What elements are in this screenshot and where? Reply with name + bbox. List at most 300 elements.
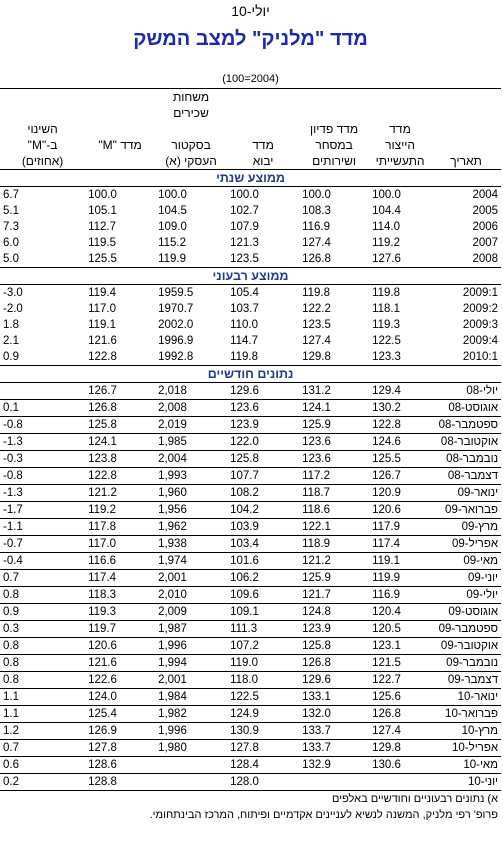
- cell-value: 108.3: [302, 205, 331, 217]
- cell-value: 120.9: [369, 485, 431, 502]
- cell-value: 127.8: [227, 740, 299, 757]
- cell-value: 104.5: [158, 205, 187, 217]
- cell-value: 119.8: [230, 351, 258, 363]
- cell-value: 105.1: [88, 205, 117, 217]
- industry-header-2: הייצור: [385, 138, 416, 152]
- cell-value: 6.7: [3, 189, 19, 201]
- table-row: [0, 655, 501, 672]
- cell-value: 0.7: [0, 570, 85, 587]
- cell-value: 100.0: [88, 189, 117, 201]
- table-row: [0, 689, 501, 706]
- row-date: נובמבר-09: [431, 655, 501, 672]
- cell-value: -1.7: [0, 502, 85, 519]
- cell-value: 2,008: [155, 400, 227, 417]
- cell-value: 117.0: [85, 536, 155, 553]
- industry-header-3: התעשייתי: [375, 154, 425, 168]
- cell-value: 0.2: [0, 774, 85, 791]
- cell-value: 125.5: [369, 451, 431, 468]
- row-date: פברואר-10: [431, 706, 501, 723]
- cell-value: 124.0: [85, 689, 155, 706]
- cell-value: 126.7: [85, 383, 155, 400]
- cell-value: 1,987: [155, 621, 227, 638]
- cell-value: 122.1: [299, 519, 369, 536]
- cell-value: 122.8: [85, 468, 155, 485]
- cell-value: [155, 757, 227, 774]
- cell-value: -0.8: [0, 417, 85, 434]
- jobs-header-2: שכירים: [173, 106, 209, 120]
- cell-value: 1,962: [155, 519, 227, 536]
- cell-value: 123.5: [302, 319, 331, 331]
- row-date: יוני-10: [431, 774, 501, 791]
- cell-value: 129.6: [299, 672, 369, 689]
- row-date: אוגוסט-08: [431, 400, 501, 417]
- cell-value: 2,001: [155, 570, 227, 587]
- table-row: [0, 219, 501, 235]
- cell-value: 106.2: [227, 570, 299, 587]
- table-row: [0, 570, 501, 587]
- row-date: 2005: [472, 205, 499, 217]
- row-date: 2008: [472, 253, 499, 265]
- cell-value: 129.8: [302, 351, 331, 363]
- table-row: [0, 235, 501, 251]
- cell-value: 2,004: [155, 451, 227, 468]
- table-row: [0, 604, 501, 621]
- cell-value: 130.2: [369, 400, 431, 417]
- row-date: ינואר-10: [431, 689, 501, 706]
- cell-value: 119.8: [372, 287, 400, 299]
- cell-value: 121.6: [85, 655, 155, 672]
- cell-value: 117.4: [369, 536, 431, 553]
- cell-value: 116.9: [302, 221, 330, 233]
- cell-value: 1,984: [155, 689, 227, 706]
- cell-value: 115.2: [158, 237, 186, 249]
- cell-value: 127.4: [302, 237, 331, 249]
- import-header-1: מדד: [252, 138, 274, 152]
- cell-value: 123.1: [369, 638, 431, 655]
- row-date: 2009:4: [462, 335, 499, 347]
- row-date: נובמבר-08: [431, 451, 501, 468]
- cell-value: 120.4: [369, 604, 431, 621]
- row-date: 2010:1: [462, 351, 499, 363]
- cell-value: 127.6: [372, 253, 401, 265]
- cell-value: 1,974: [155, 553, 227, 570]
- cell-value: 125.6: [369, 689, 431, 706]
- cell-value: 1,938: [155, 536, 227, 553]
- cell-value: 121.2: [85, 485, 155, 502]
- cell-value: 122.2: [302, 303, 331, 315]
- cell-value: 103.9: [227, 519, 299, 536]
- cell-value: 125.9: [299, 417, 369, 434]
- cell-value: 121.7: [299, 587, 369, 604]
- cell-value: 117.2: [299, 468, 369, 485]
- cell-value: 124.1: [299, 400, 369, 417]
- m-header: מדד "M": [98, 138, 142, 152]
- cell-value: 128.6: [85, 757, 155, 774]
- cell-value: 130.6: [369, 757, 431, 774]
- cell-value: 1,994: [155, 655, 227, 672]
- industry-header-1: מדד: [389, 122, 411, 136]
- cell-value: 0.9: [0, 604, 85, 621]
- table-row: [0, 203, 501, 219]
- cell-value: 1.2: [0, 723, 85, 740]
- cell-value: 0.9: [3, 351, 19, 363]
- row-date: 2004: [472, 189, 499, 201]
- change-header-2: ב-"M": [27, 138, 58, 152]
- cell-value: 116.9: [369, 587, 431, 604]
- table-row: [0, 774, 501, 791]
- cell-value: 126.8: [299, 655, 369, 672]
- cell-value: 6.0: [3, 237, 19, 249]
- cell-value: 119.7: [85, 621, 155, 638]
- footnotes: [0, 790, 501, 823]
- cell-value: 123.9: [227, 417, 299, 434]
- section-header-monthly: [0, 366, 501, 383]
- cell-value: 100.0: [302, 189, 331, 201]
- change-header-1: השינוי: [27, 122, 58, 136]
- import-header-2: יבוא: [252, 154, 274, 168]
- cell-value: 1,993: [155, 468, 227, 485]
- cell-value: 122.7: [369, 672, 431, 689]
- cell-value: 118.3: [85, 587, 155, 604]
- cell-value: 110.0: [230, 319, 258, 331]
- cell-value: 128.4: [227, 757, 299, 774]
- cell-value: 2,001: [155, 672, 227, 689]
- table-row: [0, 451, 501, 468]
- cell-value: 126.9: [85, 723, 155, 740]
- cell-value: 2,019: [155, 417, 227, 434]
- cell-value: 2,009: [155, 604, 227, 621]
- cell-value: 0.8: [0, 587, 85, 604]
- cell-value: 128.8: [85, 774, 155, 791]
- cell-value: 2.1: [3, 335, 19, 347]
- row-date: מרץ-10: [431, 723, 501, 740]
- row-date: 2009:1: [462, 287, 499, 299]
- cell-value: 112.7: [88, 221, 116, 233]
- cell-value: 114.0: [372, 221, 400, 233]
- table-row: [0, 638, 501, 655]
- cell-value: -0.7: [0, 536, 85, 553]
- cell-value: 120.6: [85, 638, 155, 655]
- cell-value: 2002.0: [158, 319, 194, 331]
- cell-value: 126.8: [302, 253, 331, 265]
- cell-value: 133.7: [299, 740, 369, 757]
- cell-value: 118.0: [227, 672, 299, 689]
- jobs-header-3: בסקטור: [171, 138, 211, 152]
- cell-value: 125.8: [227, 451, 299, 468]
- cell-value: 7.3: [3, 221, 19, 233]
- cell-value: -2.0: [3, 303, 23, 315]
- cell-value: 119.5: [88, 237, 116, 249]
- table-row: [0, 536, 501, 553]
- table-row: [0, 349, 501, 366]
- cell-value: 116.6: [85, 553, 155, 570]
- cell-value: 128.0: [227, 774, 299, 791]
- table-row: [0, 672, 501, 689]
- cell-value: 105.4: [230, 287, 259, 299]
- cell-value: 125.8: [299, 638, 369, 655]
- section-header-quarterly: [0, 268, 501, 285]
- cell-value: 109.0: [158, 221, 187, 233]
- page-title: מדד "מלניק" למצב המשק: [133, 28, 368, 50]
- cell-value: 109.6: [227, 587, 299, 604]
- source-note: פרופ' רפי מלניק, המשנה לנשיא לעניינים אקדמיים ופיתוח, המרכז הבינתחומי.: [149, 809, 498, 821]
- cell-value: 1970.7: [158, 303, 194, 315]
- row-date: פברואר-09: [431, 502, 501, 519]
- cell-value: -1.1: [0, 519, 85, 536]
- retail-header-3: ושירותים: [312, 154, 356, 168]
- table-row: [0, 383, 501, 400]
- cell-value: 124.1: [85, 434, 155, 451]
- cell-value: 122.0: [227, 434, 299, 451]
- cell-value: 107.7: [227, 468, 299, 485]
- cell-value: 130.9: [227, 723, 299, 740]
- cell-value: 125.4: [85, 706, 155, 723]
- row-date: 2007: [472, 237, 499, 249]
- cell-value: 111.3: [227, 621, 299, 638]
- row-date: ינואר-09: [431, 485, 501, 502]
- row-date: יולי-09: [431, 587, 501, 604]
- cell-value: 123.9: [299, 621, 369, 638]
- cell-value: 118.7: [299, 485, 369, 502]
- cell-value: 1.1: [0, 689, 85, 706]
- cell-value: 119.0: [227, 655, 299, 672]
- cell-value: 119.9: [369, 570, 431, 587]
- date-header: תאריך: [450, 154, 482, 168]
- cell-value: 125.8: [85, 417, 155, 434]
- cell-value: 1,956: [155, 502, 227, 519]
- table-row: [0, 723, 501, 740]
- cell-value: 123.6: [299, 434, 369, 451]
- cell-value: 126.7: [369, 468, 431, 485]
- cell-value: 118.9: [299, 536, 369, 553]
- table-row: [0, 621, 501, 638]
- cell-value: 1.1: [0, 706, 85, 723]
- cell-value: 122.8: [369, 417, 431, 434]
- retail-header-2: במסחר: [315, 138, 353, 152]
- row-date: דצמבר-08: [431, 468, 501, 485]
- cell-value: 127.4: [369, 723, 431, 740]
- cell-value: 133.1: [299, 689, 369, 706]
- row-date: יוני-09: [431, 570, 501, 587]
- cell-value: 122.5: [227, 689, 299, 706]
- cell-value: 0.3: [0, 621, 85, 638]
- cell-value: 0.8: [0, 638, 85, 655]
- cell-value: 101.6: [227, 553, 299, 570]
- cell-value: 124.9: [227, 706, 299, 723]
- change-header-3: (אחוזים): [21, 154, 64, 168]
- row-date: 2009:2: [462, 303, 499, 315]
- cell-value: -1.3: [0, 485, 85, 502]
- cell-value: 123.6: [299, 451, 369, 468]
- cell-value: 104.4: [372, 205, 401, 217]
- row-date: אוקטובר-09: [431, 638, 501, 655]
- cell-value: [0, 383, 85, 400]
- cell-value: [299, 774, 369, 791]
- row-date: אוקטובר-08: [431, 434, 501, 451]
- cell-value: 5.1: [3, 205, 19, 217]
- cell-value: 100.0: [372, 189, 401, 201]
- section-title-monthly: נתונים חודשיים: [0, 366, 501, 383]
- section-title-quarterly: ממוצע רבעוני: [0, 268, 501, 285]
- cell-value: 117.8: [85, 519, 155, 536]
- cell-value: 119.1: [88, 319, 116, 331]
- cell-value: 132.0: [299, 706, 369, 723]
- table-row: [0, 757, 501, 774]
- row-date: אוגוסט-09: [431, 604, 501, 621]
- cell-value: 119.3: [372, 319, 400, 331]
- cell-value: [155, 774, 227, 791]
- cell-value: 103.4: [227, 536, 299, 553]
- table-row: [0, 400, 501, 417]
- table-row: [0, 333, 501, 349]
- cell-value: 129.4: [369, 383, 431, 400]
- row-date: מאי-10: [431, 757, 501, 774]
- cell-value: 120.6: [369, 502, 431, 519]
- cell-value: 118.6: [299, 502, 369, 519]
- cell-value: 100.0: [230, 189, 259, 201]
- cell-value: 121.6: [88, 335, 117, 347]
- row-date: 2006: [472, 221, 499, 233]
- report-month: יולי-10: [231, 3, 270, 19]
- cell-value: 122.5: [372, 335, 401, 347]
- cell-value: 0.7: [0, 740, 85, 757]
- cell-value: 125.9: [299, 570, 369, 587]
- table-row: [0, 301, 501, 317]
- cell-value: 117.9: [369, 519, 431, 536]
- row-date: אפריל-10: [431, 740, 501, 757]
- cell-value: -0.3: [0, 451, 85, 468]
- cell-value: 108.2: [227, 485, 299, 502]
- cell-value: 123.5: [230, 253, 259, 265]
- cell-value: 131.2: [299, 383, 369, 400]
- cell-value: 124.6: [369, 434, 431, 451]
- cell-value: 122.6: [85, 672, 155, 689]
- cell-value: 119.9: [158, 253, 186, 265]
- cell-value: 117.4: [85, 570, 155, 587]
- table-row: [0, 434, 501, 451]
- section-header-annual: [0, 170, 501, 187]
- footnote-a: א) נתונים רבעוניים וחודשיים באלפים: [0, 791, 501, 808]
- cell-value: 121.2: [299, 553, 369, 570]
- cell-value: 119.2: [372, 237, 400, 249]
- cell-value: 124.8: [299, 604, 369, 621]
- cell-value: 119.1: [369, 553, 431, 570]
- cell-value: 127.8: [85, 740, 155, 757]
- cell-value: 126.8: [369, 706, 431, 723]
- cell-value: 114.7: [230, 335, 258, 347]
- cell-value: 129.8: [369, 740, 431, 757]
- cell-value: 126.8: [85, 400, 155, 417]
- table-row: [0, 553, 501, 570]
- cell-value: 103.7: [230, 303, 259, 315]
- row-date: 2009:3: [462, 319, 499, 331]
- cell-value: 123.8: [85, 451, 155, 468]
- cell-value: 133.7: [299, 723, 369, 740]
- retail-header-1: מדד פדיון: [309, 122, 359, 136]
- cell-value: -3.0: [3, 287, 23, 299]
- table-row: [0, 485, 501, 502]
- cell-value: -1.3: [0, 434, 85, 451]
- row-date: ספטמבר-09: [431, 621, 501, 638]
- cell-value: 102.7: [230, 205, 259, 217]
- cell-value: 100.0: [158, 189, 187, 201]
- cell-value: 2,018: [155, 383, 227, 400]
- row-date: אפריל-09: [431, 536, 501, 553]
- cell-value: -0.8: [0, 468, 85, 485]
- cell-value: 1996.9: [158, 335, 194, 347]
- cell-value: 1,996: [155, 723, 227, 740]
- cell-value: 119.8: [302, 287, 330, 299]
- jobs-header-1: משחות: [155, 89, 227, 106]
- table-row: [0, 187, 501, 204]
- table-row: [0, 285, 501, 302]
- row-date: דצמבר-09: [431, 672, 501, 689]
- cell-value: 104.2: [227, 502, 299, 519]
- row-date: ספטמבר-08: [431, 417, 501, 434]
- cell-value: 1.8: [3, 319, 19, 331]
- cell-value: 107.2: [227, 638, 299, 655]
- cell-value: [369, 774, 431, 791]
- cell-value: 121.5: [369, 655, 431, 672]
- cell-value: 123.6: [227, 400, 299, 417]
- row-date: מרץ-09: [431, 519, 501, 536]
- cell-value: 2,010: [155, 587, 227, 604]
- cell-value: 122.8: [88, 351, 117, 363]
- cell-value: 1,982: [155, 706, 227, 723]
- cell-value: 132.9: [299, 757, 369, 774]
- table-row: [0, 251, 501, 268]
- cell-value: 118.1: [372, 303, 400, 315]
- row-date: מאי-09: [431, 553, 501, 570]
- cell-value: 109.1: [227, 604, 299, 621]
- row-date: יולי-08: [431, 383, 501, 400]
- table-row: [0, 706, 501, 723]
- base-year-note: (2004=100): [222, 73, 279, 85]
- table-row: [0, 587, 501, 604]
- cell-value: 117.0: [88, 303, 116, 315]
- cell-value: 1,980: [155, 740, 227, 757]
- table-row: [0, 417, 501, 434]
- table-row: [0, 468, 501, 485]
- cell-value: 107.9: [230, 221, 259, 233]
- cell-value: 0.1: [0, 400, 85, 417]
- cell-value: 119.3: [85, 604, 155, 621]
- cell-value: 5.0: [3, 253, 19, 265]
- cell-value: 0.8: [0, 655, 85, 672]
- cell-value: 123.3: [372, 351, 401, 363]
- cell-value: -0.4: [0, 553, 85, 570]
- section-title-annual: ממוצע שנתי: [0, 170, 501, 187]
- table-row: [0, 519, 501, 536]
- cell-value: 1,985: [155, 434, 227, 451]
- jobs-header-4: העסקי (א): [165, 154, 217, 168]
- cell-value: 125.5: [88, 253, 117, 265]
- cell-value: 1,996: [155, 638, 227, 655]
- table-row: [0, 317, 501, 333]
- cell-value: 127.4: [302, 335, 331, 347]
- cell-value: 119.4: [88, 287, 116, 299]
- cell-value: 0.8: [0, 672, 85, 689]
- table-row: [0, 502, 501, 519]
- cell-value: 1992.8: [158, 351, 194, 363]
- cell-value: 0.6: [0, 757, 85, 774]
- cell-value: 1959.5: [158, 287, 194, 299]
- cell-value: 121.3: [230, 237, 259, 249]
- table-row: [0, 740, 501, 757]
- cell-value: 119.2: [85, 502, 155, 519]
- cell-value: 1,960: [155, 485, 227, 502]
- cell-value: 120.5: [369, 621, 431, 638]
